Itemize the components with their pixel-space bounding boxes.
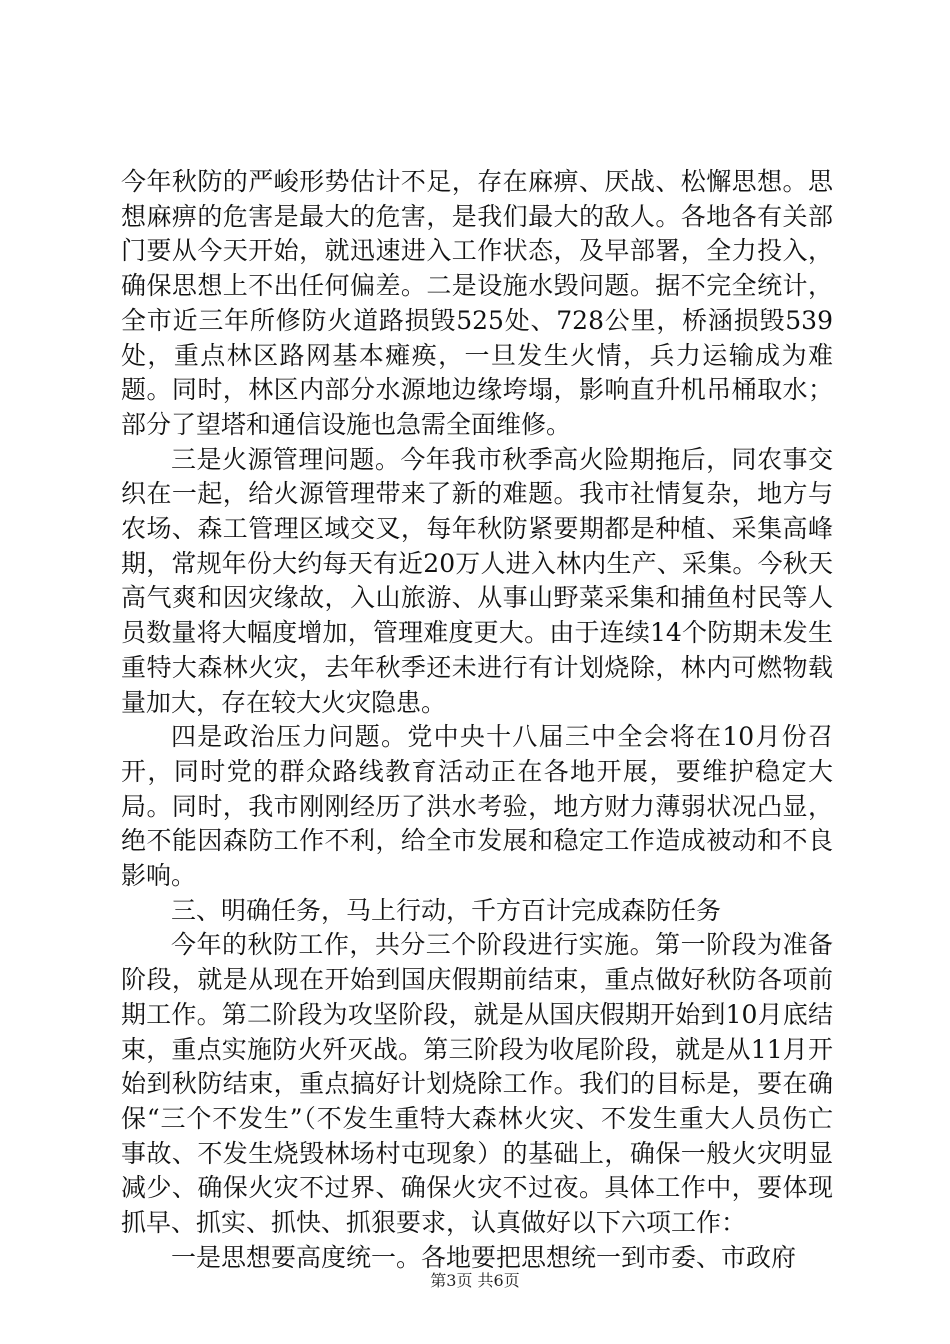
paragraph-5: 一是思想要高度统一。各地要把思想统一到市委、市政府 <box>171 1242 797 1272</box>
paragraph-2: 三是火源管理问题。今年我市秋季高火险期拖后，同农事交织在一起，给火源管理带来了新的难题。我市社情复杂，地方与农场、森工管理区域交叉，每年秋防紧要期都是种植、采集高峰期，常规年份大约每天有近20万人进入林内生产、采集。今秋天高气爽和因灾缘故，入山旅游、从事山野菜采集和捕鱼村民等人员数量将大幅度增加，管理难度更大。由于连续14个防期未发生重特大森林火灾，去年秋季还未进行有计划烧除，林内可燃物载量加大，存在较大火灾隐患。 <box>121 444 833 717</box>
paragraph-3: 四是政治压力问题。党中央十八届三中全会将在10月份召开，同时党的群众路线教育活动正在各地开展，要维护稳定大局。同时，我市刚刚经历了洪水考验，地方财力薄弱状况凸显，绝不能因森防工作不利，给全市发展和稳定工作造成被动和不良影响。 <box>121 722 833 891</box>
section-heading: 三、明确任务，马上行动，千方百计完成森防任务 <box>171 895 722 925</box>
paragraph-1: 今年秋防的严峻形势估计不足，存在麻痹、厌战、松懈思想。思想麻痹的危害是最大的危害，是我们最大的敌人。各地各有关部门要从今天开始，就迅速进入工作状态，及早部署，全力投入，确保思想上不出任何偏差。二是设施水毁问题。据不完全统计，全市近三年所修防火道路损毁525处、728公里，桥涵损毁539处，重点林区路网基本瘫痪，一旦发生火情，兵力运输成为难题。同时，林区内部分水源地边缘垮塌，影响直升机吊桶取水；部分了望塔和通信设施也急需全面维修。 <box>121 167 833 439</box>
document-body <box>121 165 833 1276</box>
paragraph-4: 今年的秋防工作，共分三个阶段进行实施。第一阶段为准备阶段，就是从现在开始到国庆假期前结束，重点做好秋防各项前期工作。第二阶段为攻坚阶段，就是从国庆假期开始到10月底结束，重点实施防火歼灭战。第三阶段为收尾阶段，就是从11月开始到秋防结束，重点搞好计划烧除工作。我们的目标是，要在确保“三个不发生”（不发生重特大森林火灾、不发生重大人员伤亡事故、不发生烧毁林场村屯现象）的基础上，确保一般火灾明显减少、确保火灾不过界、确保火灾不过夜。具体工作中，要体现抓早、抓实、抓快、抓狠要求，认真做好以下六项工作： <box>121 930 833 1238</box>
page-footer: 第3页 共6页 <box>430 1271 520 1290</box>
